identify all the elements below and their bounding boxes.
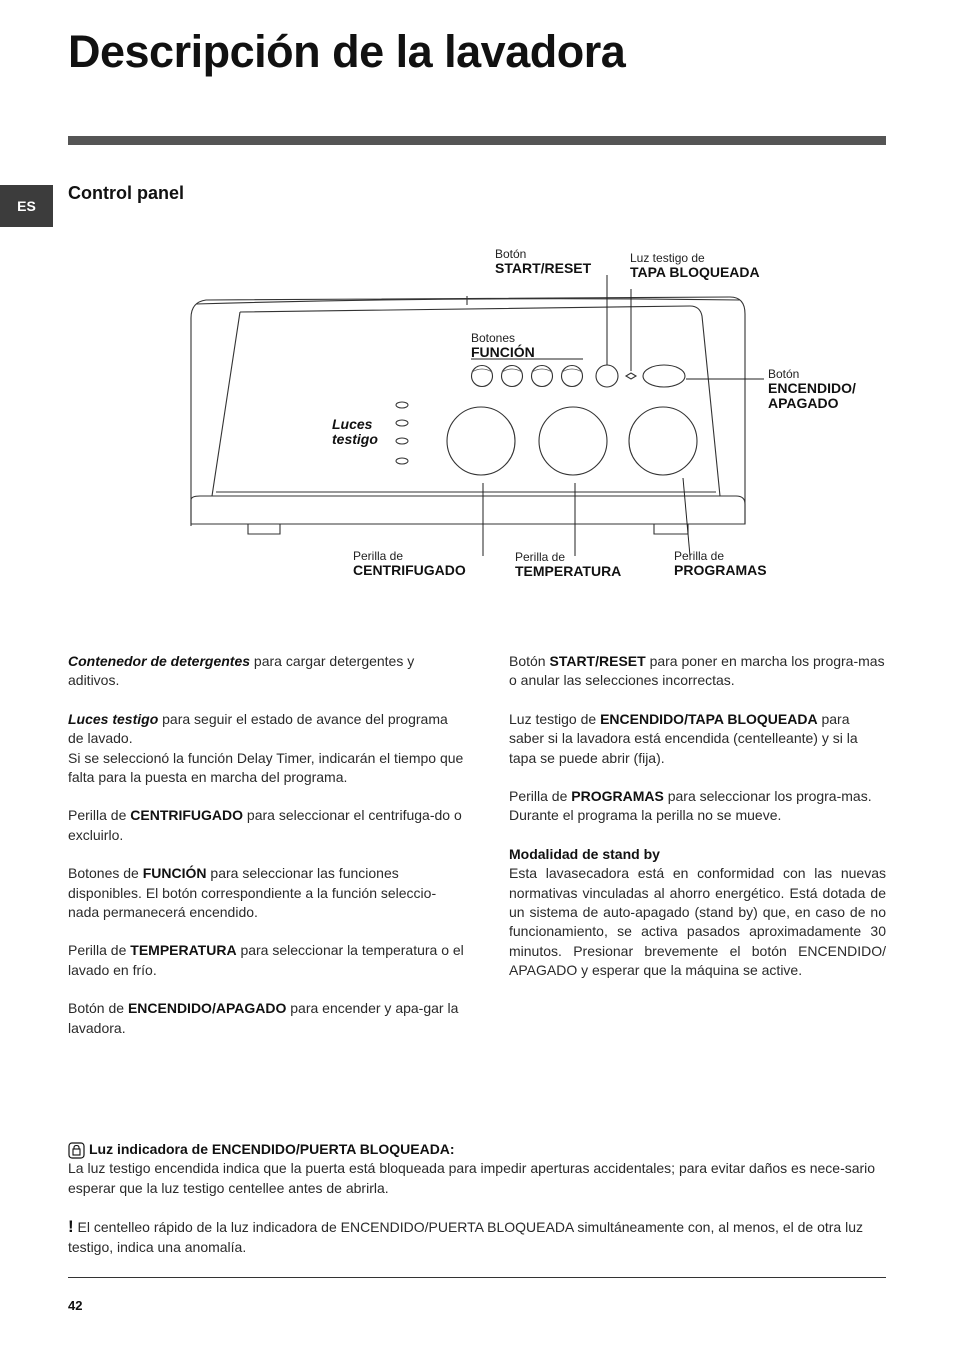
leader-lines [471, 275, 764, 556]
spin-paragraph: Perilla de CENTRIFUGADO para seleccionar el centrifuga-do o excluirlo. [68, 807, 462, 843]
programs-knob-label: Perilla de PROGRAMAS [674, 549, 767, 578]
lid-lock-paragraph: Luz testigo de ENCENDIDO/TAPA BLOQUEADA para saber si la lavadora está encendida (centelleante) y si la tapa se puede abrir (fija). [509, 710, 858, 766]
left-text-column [68, 652, 464, 1057]
panel-outline [191, 296, 745, 534]
temperature-paragraph: Perilla de TEMPERATURA para seleccionar la temperatura o el lavado en frío. [68, 942, 464, 978]
language-tab: ES [0, 185, 53, 227]
indicator-lights-label: Luces testigo [332, 416, 378, 447]
programs-paragraph: Perilla de PROGRAMAS para seleccionar los progra-mas. Durante el programa la perilla no se mueve. [509, 788, 872, 824]
spin-knob-label: Perilla de CENTRIFUGADO [353, 549, 466, 578]
section-heading: Control panel [68, 183, 184, 203]
on-off-button[interactable] [643, 365, 685, 387]
temperature-knob-label: Perilla de TEMPERATURA [515, 550, 622, 579]
programs-knob[interactable] [629, 407, 697, 475]
lock-light-note [68, 1140, 886, 1257]
lock-icon [68, 1142, 85, 1159]
indicator-lights [396, 402, 408, 464]
standby-heading: Modalidad de stand by [509, 845, 660, 862]
on-off-paragraph: Botón de ENCENDIDO/APAGADO para encender y apa-gar la lavadora. [68, 1000, 459, 1036]
page-title: Descripción de la lavadora [68, 26, 626, 77]
on-off-label: Botón ENCENDIDO/ APAGADO [768, 367, 856, 411]
spin-knob[interactable] [447, 407, 515, 475]
bottom-divider [68, 1277, 886, 1278]
start-reset-label: Botón START/RESET [495, 247, 592, 276]
lights-paragraph: Luces testigo para seguir el estado de avance del programa de lavado. Si se seleccionó la función Delay Timer, indicarán el tiempo que falta para la puesta en marcha del programa. [68, 710, 464, 786]
note-text: La luz testigo encendida indica que la puerta está bloqueada para impedir aperturas accidentales; para evitar daños es nece-sario esperar que la luz testigo centellee antes de abrirla. [68, 1160, 876, 1196]
start-reset-paragraph: Botón START/RESET para poner en marcha los progra-mas o anular las selecciones incorrectas. [509, 653, 885, 689]
note-heading: Luz indicadora de ENCENDIDO/PUERTA BLOQUEADA: [68, 1140, 886, 1159]
right-text-column [509, 652, 886, 1000]
function-paragraph: Botones de FUNCIÓN para seleccionar las funciones disponibles. El botón correspondiente a la función seleccio-nada permanecerá encendido. [68, 865, 437, 921]
lid-lock-light-label: Luz testigo de TAPA BLOQUEADA [630, 251, 760, 280]
lid-lock-light [626, 373, 636, 379]
detergent-paragraph: Contenedor de detergentes para cargar detergentes y aditivos. [68, 653, 415, 689]
warning-text: ! El centelleo rápido de la luz indicadora de ENCENDIDO/PUERTA BLOQUEADA simultáneamente con, al menos, el de otra luz testigo, indica una anomalía. [68, 1217, 863, 1255]
warning-mark: ! [68, 1217, 74, 1237]
temperature-knob[interactable] [539, 407, 607, 475]
page-number: 42 [68, 1298, 83, 1313]
standby-paragraph: Esta lavasecadora está en conformidad con las nuevas normativas vinculadas al ahorro energético. Está dotada de un sistema de auto-apagado (stand by) que, en caso de no funcionamiento, se activa pasados aproximadamente 30 minutos. Presionar brevemente el botón ENCENDIDO/ APAGADO y esperar que la máquina se active. [509, 865, 886, 979]
function-buttons-label: Botones FUNCIÓN [471, 331, 535, 360]
control-panel-diagram [0, 0, 954, 620]
start-reset-button[interactable] [596, 365, 618, 387]
